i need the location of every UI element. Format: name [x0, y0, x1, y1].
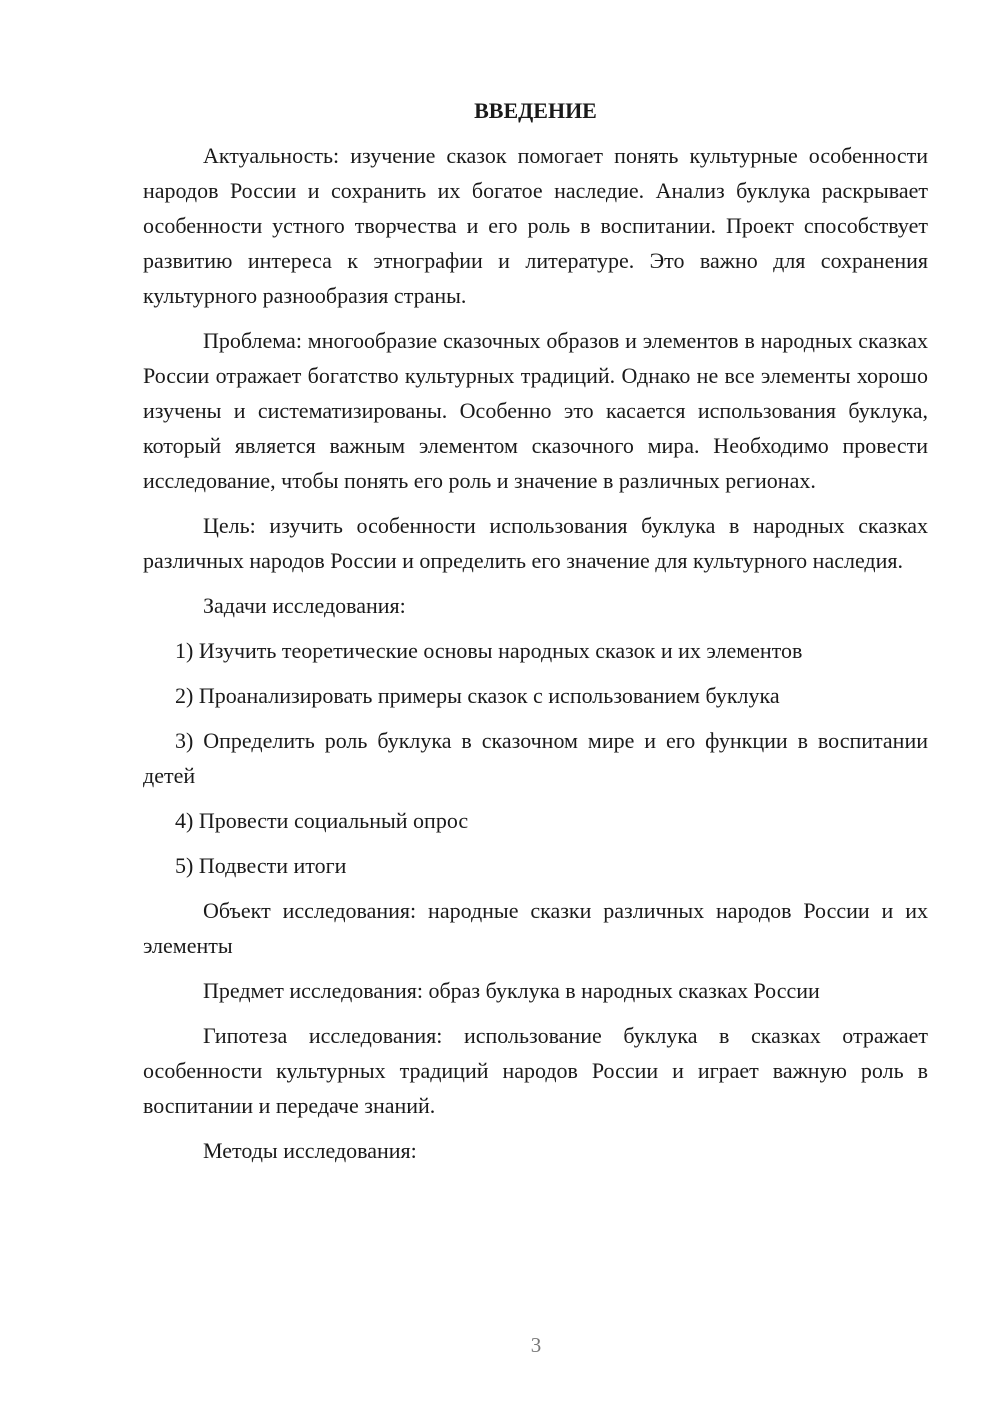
paragraph-methods: Методы исследования: [203, 1138, 417, 1163]
paragraph-problem: Проблема: многообразие сказочных образов и элементов в народных сказках России отражает богатство культурных традиций. Однако не все элементы хорошо изучены и систематизированы. Особенно это касается использования буклука, который является важным элементом сказочного мира. Необходимо провести исследование, чтобы понять его роль и значение в различных регионах. [143, 328, 928, 493]
paragraph-object: Объект исследования: народные сказки различных народов России и их элементы [143, 898, 928, 958]
paragraph-relevance: Актуальность: изучение сказок помогает понять культурные особенности народов России и сохранить их богатое наследие. Анализ буклука раскрывает особенности устного творчества и его роль в воспитании. Проект способствует развитию интереса к этнографии и литературе. Это важно для сохранения культурного разнообразия страны. [143, 143, 928, 308]
task-item-2: 2) Проанализировать примеры сказок с использованием буклука [175, 683, 780, 708]
paragraph-goal: Цель: изучить особенности использования буклука в народных сказках различных народов России и определить его значение для культурного наследия. [143, 513, 928, 573]
page-content [143, 96, 928, 1178]
task-item-5: 5) Подвести итоги [175, 853, 347, 878]
paragraph-subject: Предмет исследования: образ буклука в народных сказках России [203, 978, 820, 1003]
task-item-3: 3) Определить роль буклука в сказочном мире и его функции в воспитании детей [143, 728, 928, 788]
page-number: 3 [530, 1333, 542, 1357]
page-title: ВВЕДЕНИЕ [474, 98, 597, 123]
task-item-4: 4) Провести социальный опрос [175, 808, 469, 833]
task-item-1: 1) Изучить теоретические основы народных сказок и их элементов [175, 638, 803, 663]
paragraph-hypothesis: Гипотеза исследования: использование буклука в сказках отражает особенности культурных традиций народов России и играет важную роль в воспитании и передаче знаний. [143, 1023, 928, 1118]
paragraph-tasks-heading: Задачи исследования: [203, 593, 406, 618]
